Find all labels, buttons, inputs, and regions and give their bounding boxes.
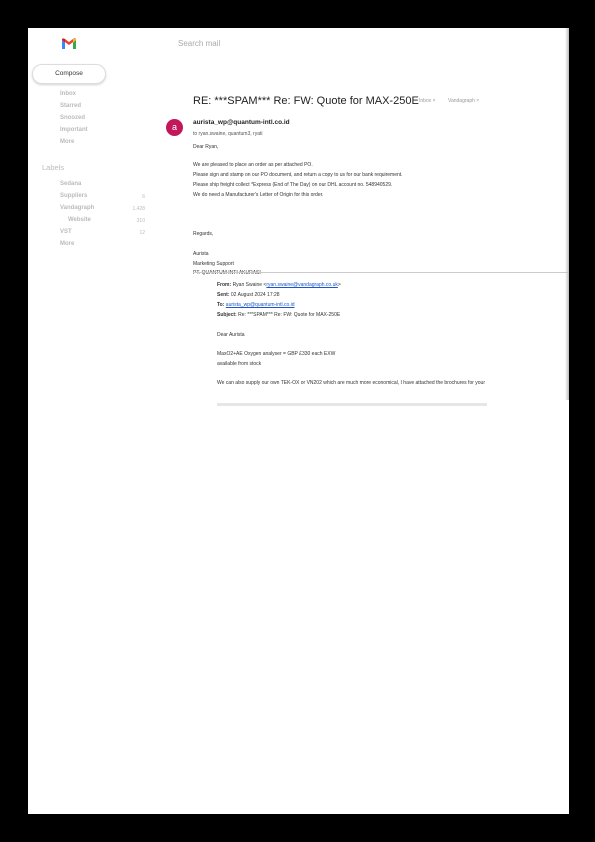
label-website[interactable]: Website bbox=[68, 217, 91, 223]
nav-item-inbox[interactable]: Inbox bbox=[60, 91, 76, 97]
from-close: > bbox=[337, 282, 341, 288]
quoted-line: MaxO2+AE Oxygen analyser = GBP £330 each EXW bbox=[217, 351, 336, 357]
label-suppliers[interactable]: Suppliers bbox=[60, 193, 88, 199]
label-count: 310 bbox=[136, 218, 145, 224]
nav-item-more[interactable]: More bbox=[60, 139, 75, 145]
cut-off-text bbox=[217, 403, 487, 406]
body-line: Regards, bbox=[193, 231, 214, 237]
tag-inbox[interactable]: Inbox × bbox=[419, 98, 436, 104]
avatar[interactable]: a bbox=[166, 119, 183, 136]
labels-heading: Labels bbox=[42, 163, 65, 172]
gmail-window bbox=[28, 28, 569, 814]
sent-date: 02 August 2024 17:28 bbox=[230, 292, 280, 298]
quoted-line: We can also supply our own TEK-OX or VN202 which are much more economical, I have attached the brochures for your bbox=[217, 380, 486, 386]
from-label: From: bbox=[217, 282, 232, 288]
body-line: We are pleased to place an order as per attached PO. bbox=[193, 162, 313, 168]
quoted-subject bbox=[217, 312, 340, 318]
scroll-edge-shadow bbox=[565, 28, 569, 400]
quoted-greeting: Dear Aurista bbox=[217, 332, 245, 338]
from-email-link[interactable]: ryan.swaine@vandagraph.co.uk bbox=[266, 282, 338, 288]
subject-label: Subject: bbox=[217, 312, 237, 318]
label-vandagraph[interactable]: Vandagraph bbox=[60, 205, 95, 211]
sender-email[interactable]: aurista_wp@quantum-intl.co.id bbox=[193, 119, 290, 126]
body-line: Aurista bbox=[193, 251, 209, 257]
body-line: Please ship freight collect *Express (End of The Day) on our DHL account no. 548940529. bbox=[193, 182, 393, 188]
recipients[interactable]: to ryan.swaine, quantum3, ryati bbox=[193, 131, 263, 137]
quoted-to bbox=[217, 302, 295, 308]
label-count: 12 bbox=[139, 230, 145, 236]
quoted-from bbox=[217, 282, 341, 288]
body-line: Please sign and stamp on our PO document, and return a copy to us for our bank requirement. bbox=[193, 172, 403, 178]
sent-label: Sent: bbox=[217, 292, 230, 298]
label-more[interactable]: More bbox=[60, 241, 75, 247]
to-label: To: bbox=[217, 302, 225, 308]
tag-vandagraph[interactable]: Vandagraph × bbox=[448, 98, 480, 104]
quoted-line: available from stock bbox=[217, 361, 262, 367]
quoted-sent bbox=[217, 292, 280, 298]
label-vst[interactable]: VST bbox=[60, 229, 72, 235]
quoted-subject-text: Re: ***SPAM*** Re: FW: Quote for MAX-250E bbox=[238, 312, 341, 318]
label-sedana[interactable]: Sedana bbox=[60, 181, 82, 187]
quote-divider bbox=[193, 272, 569, 273]
compose-button[interactable]: Compose bbox=[32, 64, 106, 84]
gmail-logo-icon[interactable] bbox=[62, 38, 76, 49]
body-line: Dear Ryan, bbox=[193, 144, 219, 150]
body-line: Marketing Support bbox=[193, 261, 234, 267]
nav-item-starred[interactable]: Starred bbox=[60, 103, 82, 109]
email-subject: RE: ***SPAM*** Re: FW: Quote for MAX-250E bbox=[193, 95, 419, 107]
label-count: 1,428 bbox=[132, 206, 145, 212]
nav-item-important[interactable]: Important bbox=[60, 127, 88, 133]
nav-item-snoozed[interactable]: Snoozed bbox=[60, 115, 85, 121]
search-input[interactable]: Search mail bbox=[178, 39, 221, 48]
from-name: Ryan Swaine < bbox=[232, 282, 267, 288]
body-line: PT. QUANTUM INTI AKURASI bbox=[193, 270, 261, 276]
to-email-link[interactable]: aurista_wp@quantum-intl.co.id bbox=[225, 302, 295, 308]
label-count: 6 bbox=[142, 194, 145, 200]
body-line: We do need a Manufacturer's Letter of Origin for this order. bbox=[193, 192, 324, 198]
